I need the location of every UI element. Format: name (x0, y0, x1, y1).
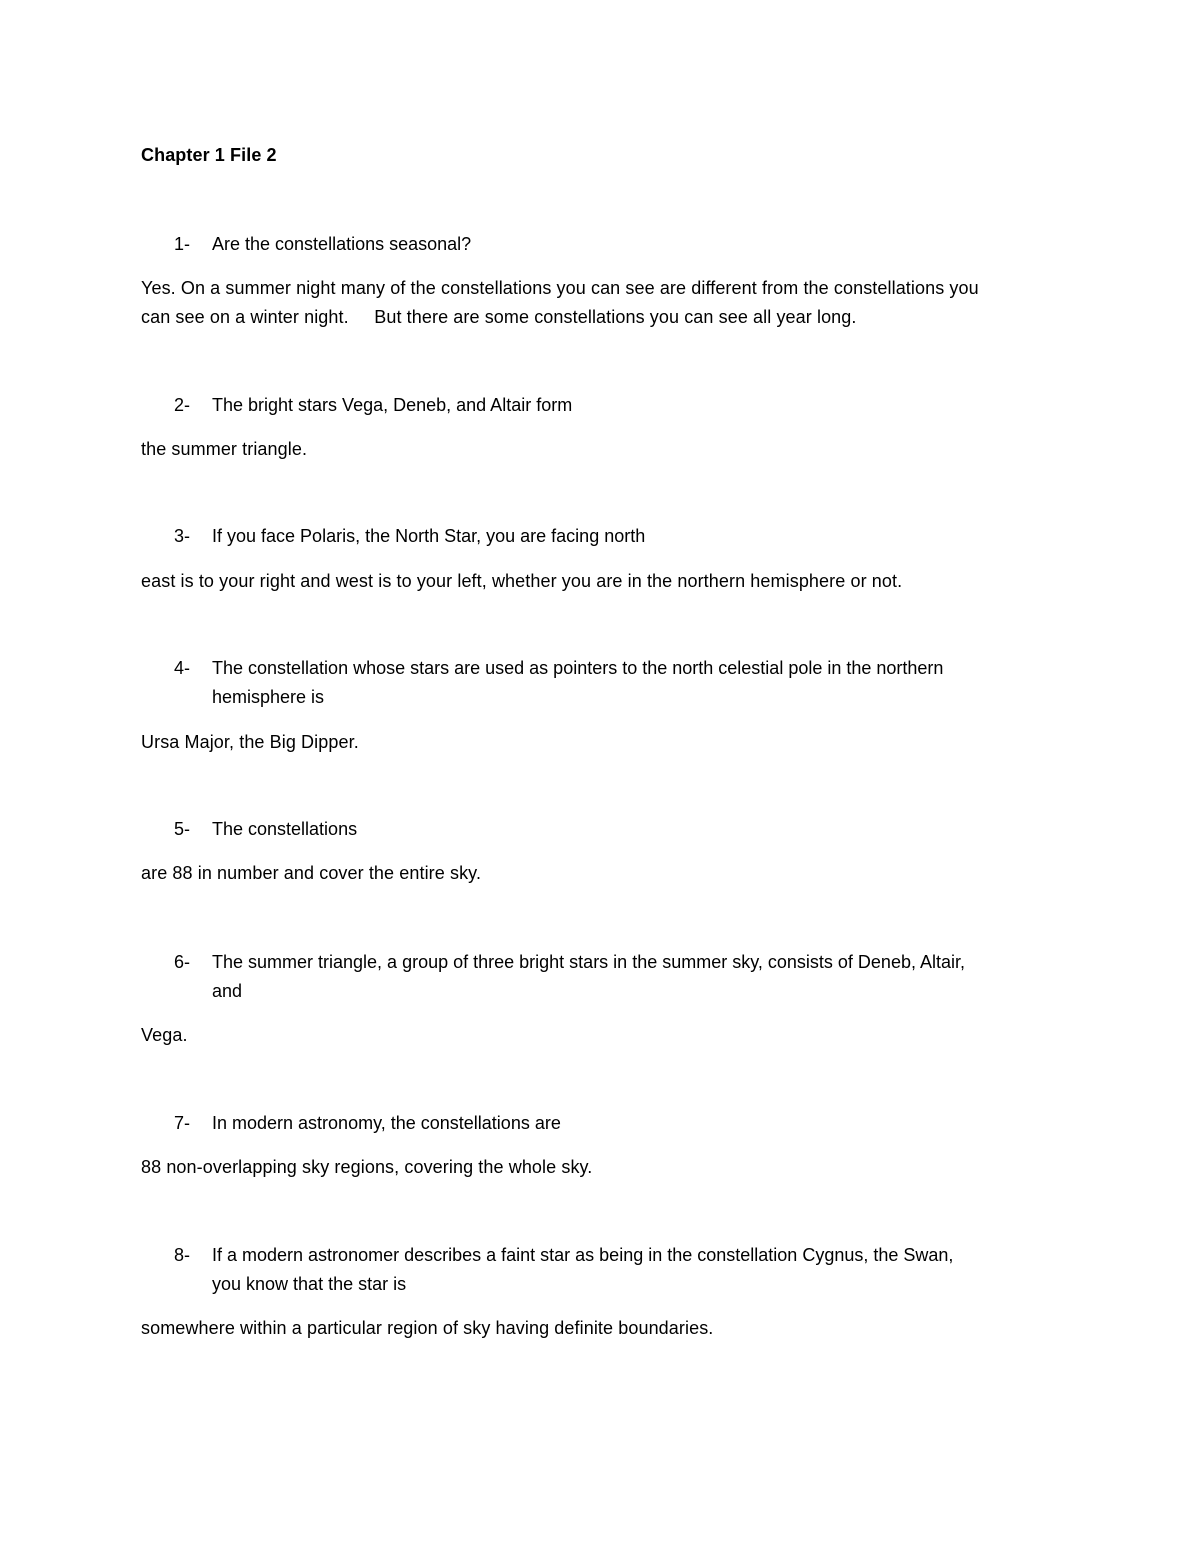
question-1-number: 1- (174, 234, 191, 254)
question-7-number: 7- (174, 1113, 191, 1133)
answer-3-line-1: east is to your right and west is to your left, whether you are in the northern hemisphere or not. (141, 571, 903, 591)
answer-8-line-1: somewhere within a particular region of sky having definite boundaries. (141, 1318, 714, 1338)
question-8-text-line-2: you know that the star is (212, 1274, 407, 1294)
document-title: Chapter 1 File 2 (141, 145, 277, 165)
answer-6-line-1: Vega. (141, 1025, 188, 1045)
question-5-text: The constellations (212, 819, 358, 839)
answer-2-line-1: the summer triangle. (141, 439, 308, 459)
question-6-text-line-2: and (212, 981, 243, 1001)
question-4-text-line-1: The constellation whose stars are used as pointers to the north celestial pole in the northern (212, 658, 944, 678)
answer-7-line-1: 88 non-overlapping sky regions, covering the whole sky. (141, 1157, 593, 1177)
question-6-number: 6- (174, 952, 191, 972)
answer-1-line-1: Yes. On a summer night many of the constellations you can see are different from the constellations you (141, 278, 979, 298)
question-7-text: In modern astronomy, the constellations are (212, 1113, 561, 1133)
answer-1-line-2: can see on a winter night. But there are some constellations you can see all year long. (141, 307, 857, 327)
answer-5-line-1: are 88 in number and cover the entire sky. (141, 863, 482, 883)
question-8-number: 8- (174, 1245, 191, 1265)
question-1-text: Are the constellations seasonal? (212, 234, 472, 254)
question-6-text-line-1: The summer triangle, a group of three bright stars in the summer sky, consists of Deneb, Altair, (212, 952, 965, 972)
question-3-number: 3- (174, 526, 191, 546)
question-2-number: 2- (174, 395, 191, 415)
question-2-text: The bright stars Vega, Deneb, and Altair form (212, 395, 573, 415)
question-3-text: If you face Polaris, the North Star, you are facing north (212, 526, 646, 546)
question-4-text-line-2: hemisphere is (212, 687, 325, 707)
answer-4-line-1: Ursa Major, the Big Dipper. (141, 732, 359, 752)
question-4-number: 4- (174, 658, 191, 678)
question-5-number: 5- (174, 819, 191, 839)
question-8-text-line-1: If a modern astronomer describes a faint star as being in the constellation Cygnus, the Swan, (212, 1245, 954, 1265)
